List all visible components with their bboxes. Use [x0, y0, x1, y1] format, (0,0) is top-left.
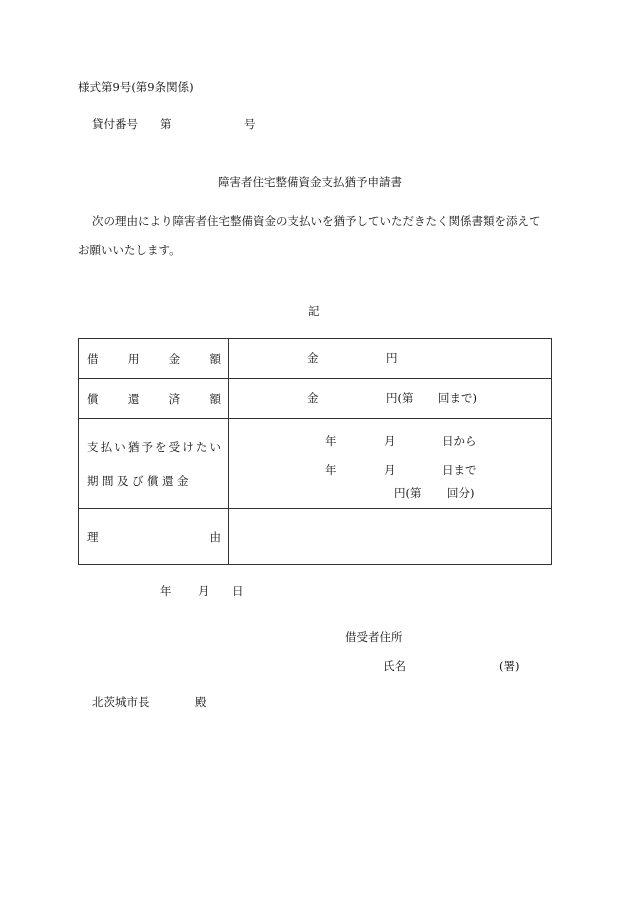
table-row-repaid-amount: [79, 379, 552, 419]
reason-label: 理 由: [79, 509, 229, 565]
table-row-deferral-period: [79, 419, 552, 509]
ki-heading: 記: [308, 304, 320, 318]
loan-amount-label: 借 用 金 額: [79, 339, 229, 379]
repaid-amount-value: 金 円(第 回まで): [229, 379, 552, 419]
deferral-period-label: 支 払 い 猶 予 を 受 け た い 期 間 及 び 償 還 金: [79, 419, 229, 509]
deferral-period-value: 年 月 日から 年 月 日まで 円(第 回分): [229, 419, 552, 509]
date-day: 日: [232, 584, 244, 598]
table-row-reason: [79, 509, 552, 565]
loan-number-suffix: 号: [244, 117, 256, 131]
loan-number-label: 貸付番号: [92, 117, 138, 131]
date-year: 年: [160, 584, 172, 598]
addressee: 北茨城市長: [92, 695, 150, 709]
seal-mark: (署): [499, 659, 520, 673]
honorific: 殿: [195, 695, 207, 709]
document-title: 障害者住宅整備資金支払猶予申請書: [218, 175, 402, 189]
body-text-line1: 次の理由により障害者住宅整備資金の支払いを猶予していただきたく関係書類を添えて: [92, 214, 541, 228]
loan-amount-value: 金 円: [229, 339, 552, 379]
form-number: 様式第9号(第9条関係): [78, 80, 194, 94]
loan-number-prefix: 第: [160, 117, 172, 131]
table-row-loan-amount: [79, 339, 552, 379]
repaid-amount-label: 償 還 済 額: [79, 379, 229, 419]
application-table: [78, 338, 552, 565]
name-label: 氏名: [383, 659, 406, 673]
date-month: 月: [198, 584, 210, 598]
borrower-address-label: 借受者住所: [345, 630, 403, 644]
body-text-line2: お願いいたします。: [78, 243, 181, 257]
reason-value: [229, 509, 552, 565]
